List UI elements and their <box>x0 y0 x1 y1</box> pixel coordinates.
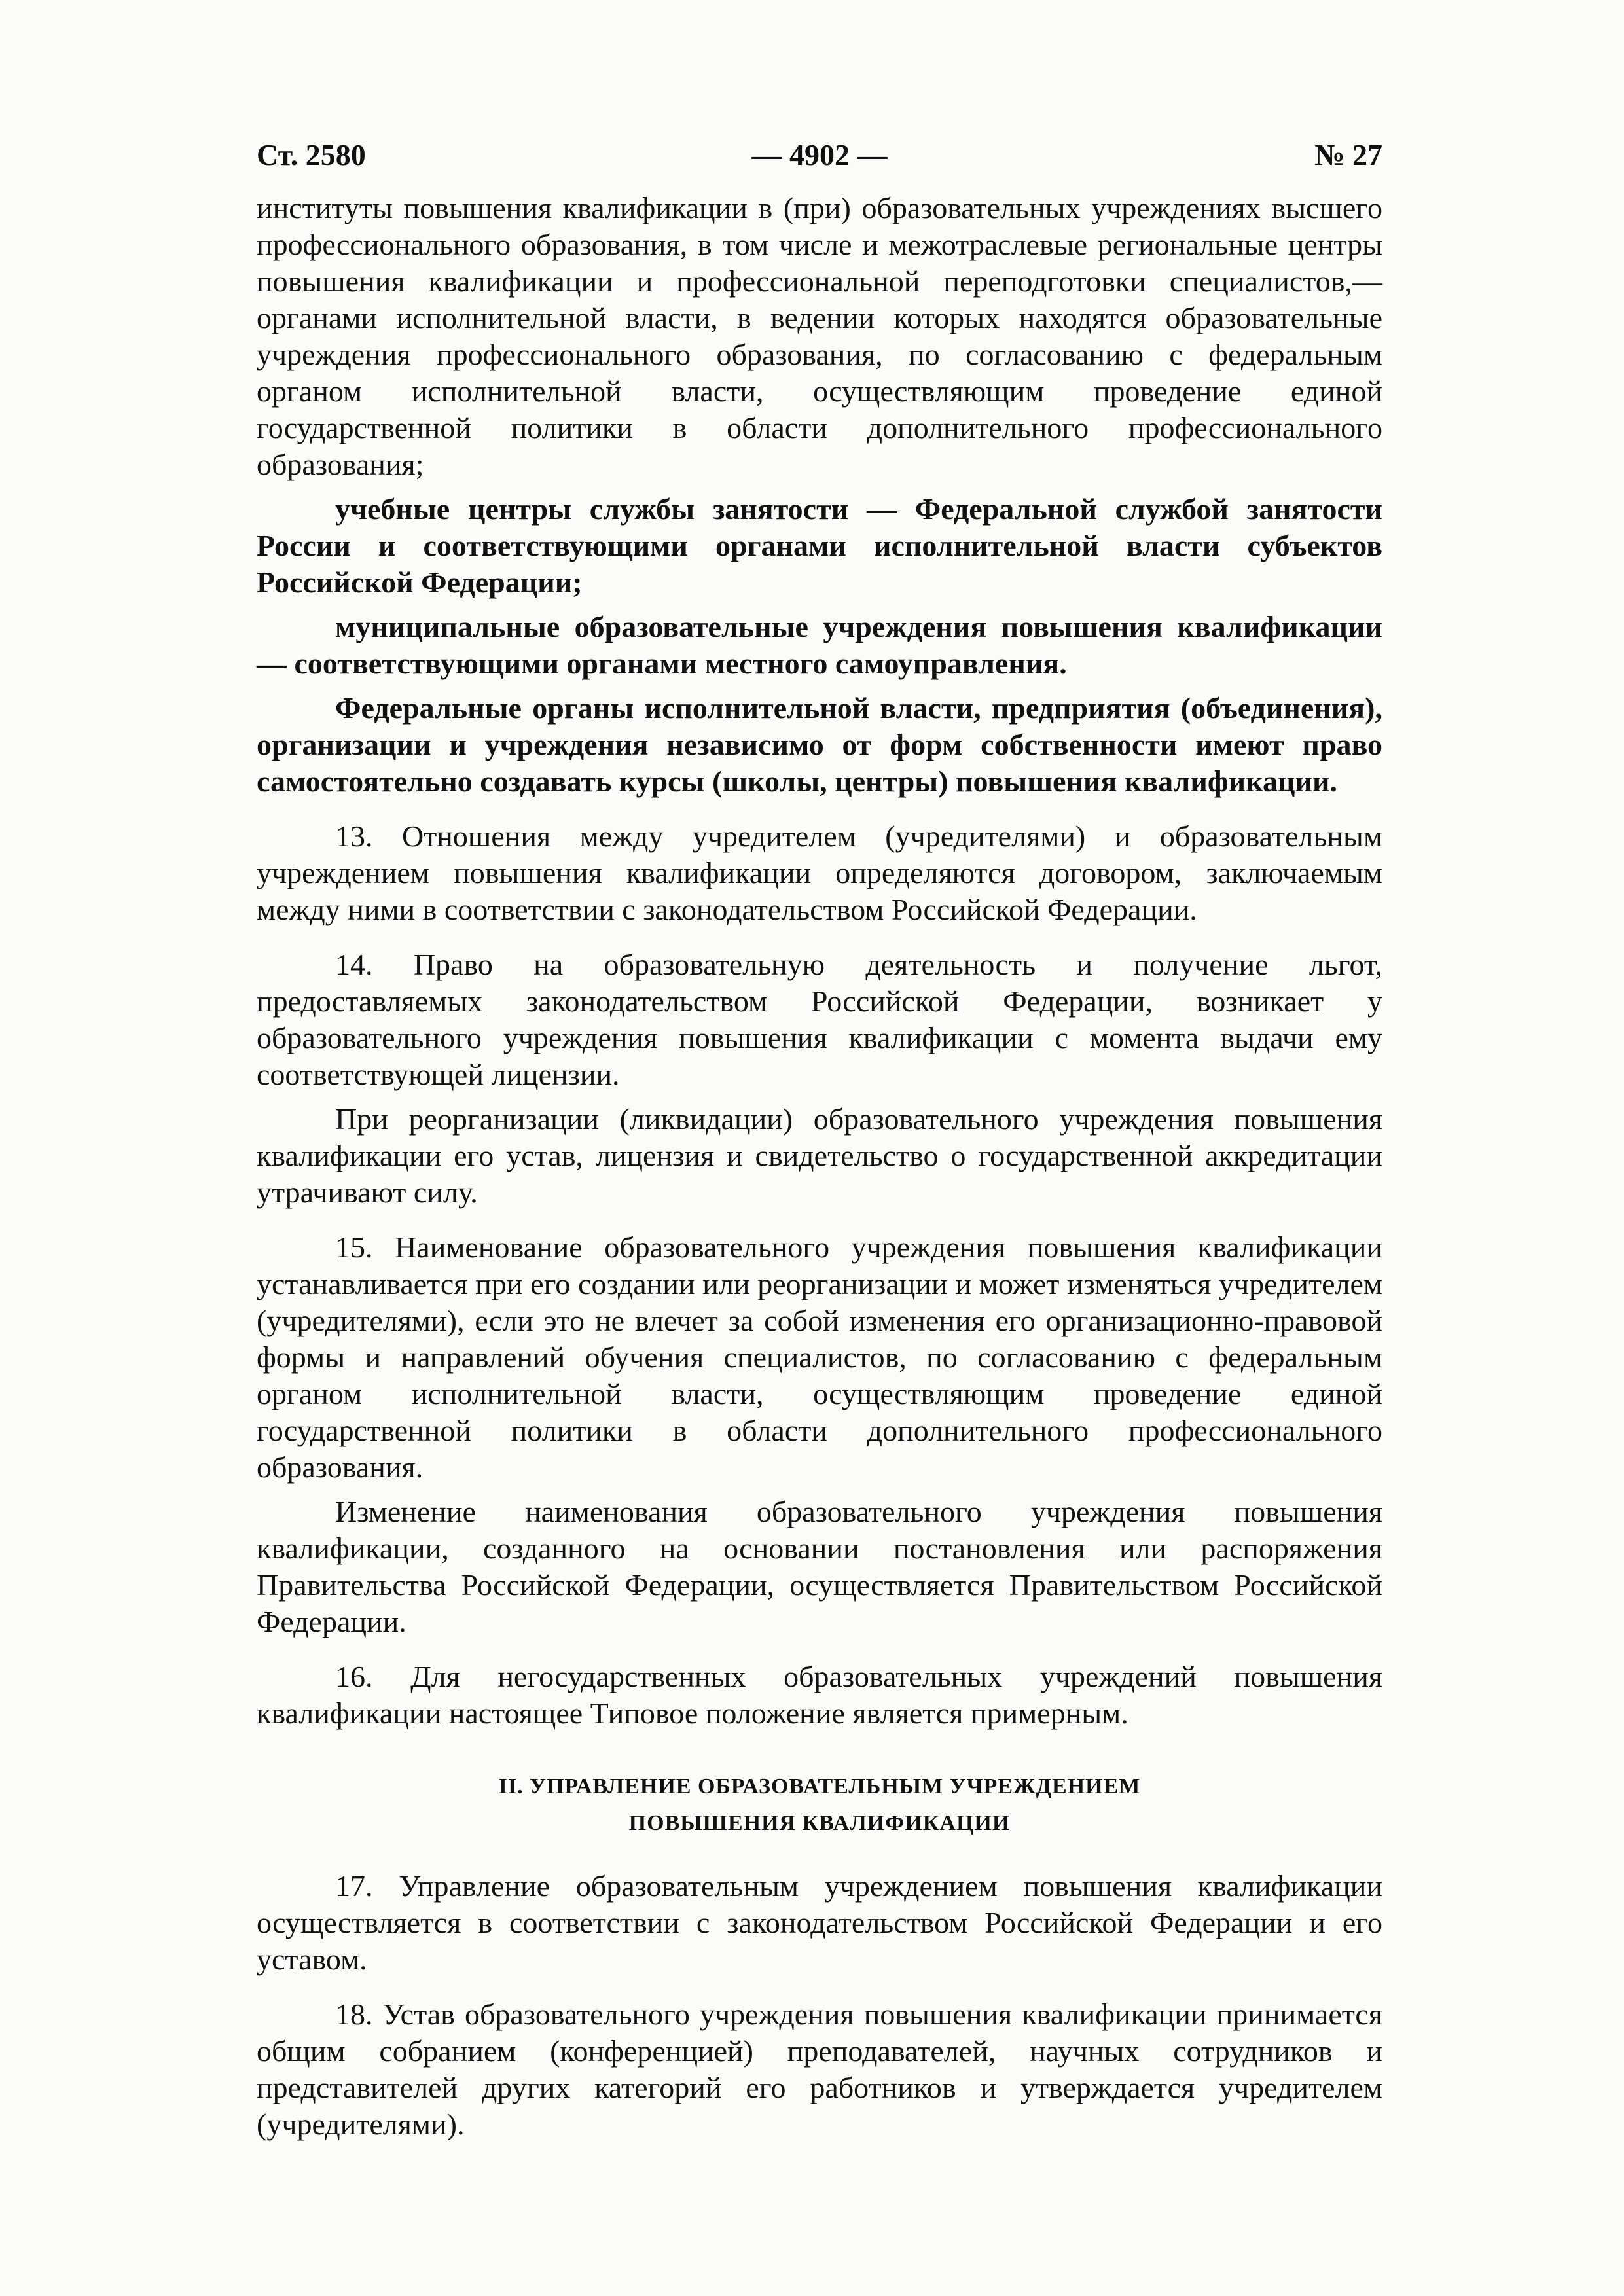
paragraph-14: 14. Право на образовательную деятельность и получение льгот, предоставляемых законодательством Российской Федерации, возникает у образовательного учреждения повышения квалификации с момента выдачи ему соответствующей лицензии. <box>257 948 1382 1091</box>
paragraph-employment-centers: учебные центры службы занятости — Федеральной службой занятости России и соответствующими органами исполнительной власти субъектов Российской Федерации; <box>257 492 1382 599</box>
paragraph-17: 17. Управление образовательным учреждением повышения квалификации осуществляется в соответствии с законодательством Российской Федерации и его уставом. <box>257 1869 1382 1976</box>
document-page <box>257 137 1382 2151</box>
paragraph-institutes: институты повышения квалификации в (при) образовательных учреждениях высшего профессионального образования, в том числе и межотраслевые региональные центры повышения квалификации и профессиональной переподготовки специалистов,— органами исполнительной власти, в ведении которых находятся образовательные учреждения профессионального образования, по согласованию с федеральным органом исполнительной власти, осуществляющим проведение единой государственной политики в области дополнительного профессионального образования; <box>257 191 1382 481</box>
issue-number: № 27 <box>1314 138 1382 171</box>
paragraph-13: 13. Отношения между учредителем (учредителями) и образовательным учреждением повышения квалификации определяются договором, заключаемым между ними в соответствии с законодательством Российской Федерации. <box>257 819 1382 926</box>
page-number: — 4902 — <box>751 138 888 171</box>
paragraph-15: 15. Наименование образовательного учреждения повышения квалификации устанавливается при его создании или реорганизации и может изменяться учредителем (учредителями), если это не влечет за собой изменения его организационно-правовой формы и направлений обучения специалистов, по согласованию с федеральным органом исполнительной власти, осуществляющим проведение единой государственной политики в области дополнительного профессионального образования. <box>257 1230 1382 1484</box>
paragraph-16: 16. Для негосударственных образовательных учреждений повышения квалификации настоящее Типовое положение является примерным. <box>257 1660 1382 1730</box>
paragraph-municipal: муниципальные образовательные учреждения повышения квалификации — соответствующими органами местного самоуправления. <box>257 610 1382 680</box>
paragraph-reorganization: При реорганизации (ликвидации) образовательного учреждения повышения квалификации его устав, лицензия и свидетельство о государственной аккредитации утрачивают силу. <box>257 1102 1382 1209</box>
page-header <box>257 137 1382 190</box>
article-number: Ст. 2580 <box>257 138 366 171</box>
paragraph-18: 18. Устав образовательного учреждения повышения квалификации принимается общим собранием (конференцией) преподавателей, научных сотрудников и представителей других категорий его работников и утверждается учредителем (учредителями). <box>257 1998 1382 2141</box>
paragraph-federal-bodies: Федеральные органы исполнительной власти, предприятия (объединения), организации и учреждения независимо от форм собственности имеют право самостоятельно создавать курсы (школы, центры) повышения квалификации. <box>257 691 1382 798</box>
section-title-line-2: ПОВЫШЕНИЯ КВАЛИФИКАЦИИ <box>628 1811 1011 1835</box>
document-body <box>257 190 1382 2143</box>
section-title-line-1: II. УПРАВЛЕНИЕ ОБРАЗОВАТЕЛЬНЫМ УЧРЕЖДЕНИЕМ <box>498 1774 1141 1799</box>
section-title <box>257 1768 1382 1842</box>
paragraph-name-change: Изменение наименования образовательного учреждения повышения квалификации, созданного на основании постановления или распоряжения Правительства Российской Федерации, осуществляется Правительством Российской Федерации. <box>257 1495 1382 1638</box>
